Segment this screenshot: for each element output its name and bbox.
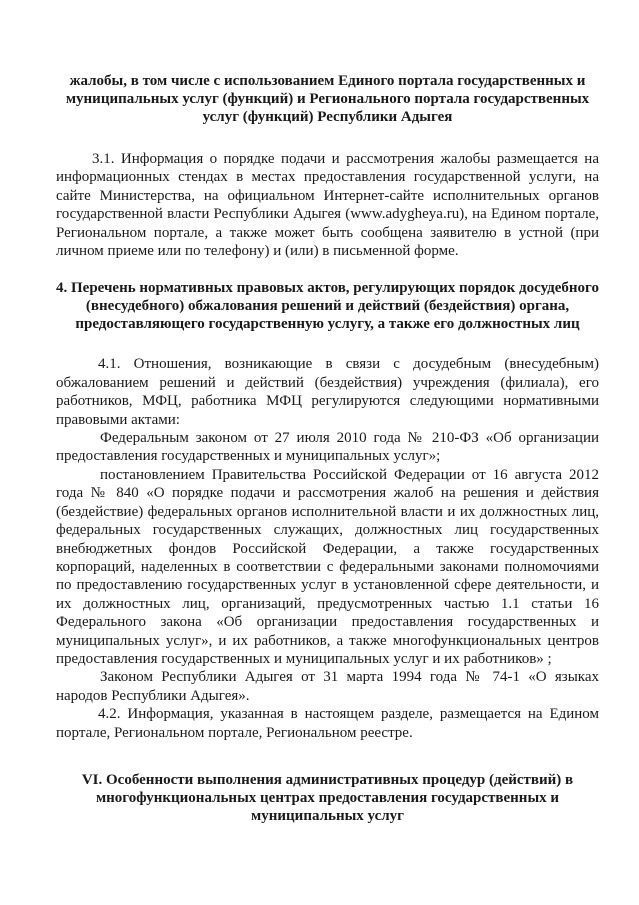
section-heading-vi: VI. Особенности выполнения административных процедур (действий) в многофункциональных центрах предоставления государственных и муниципальных услуг (81, 771, 574, 824)
paragraph-4-2: 4.2. Информация, указанная в настоящем разделе, размещается на Едином портале, Региональном портале, Региональном реестре. (56, 706, 599, 741)
list-item-law-74: Законом Республики Адыгея от 31 марта 1994 года № 74-1 «О языках народов Республики Адыгея». (56, 669, 599, 704)
section-heading-complaints: жалобы, в том числе с использованием Единого портала государственных и муниципальных услуг (функций) и Регионального портала государственных услуг (функций) Республики Адыгея (65, 73, 590, 125)
list-item-resolution-840: постановлением Правительства Российской Федерации от 16 августа 2012 года № 840 «О порядке подачи и рассмотрения жалоб на решения и действия (бездействие) федеральных органов исполнительной власти и их должностных лиц, федеральных государственных служащих, должностных лиц государственных внебюджетных фондов Российской Федерации, а также государственных корпораций, наделенных в соответствии с федеральными законами полномочиями по предоставлению государственных услуг в установленной сфере деятельности, и их должностных лиц, организаций, предусмотренных частью 1.1 статьи 16 Федерального закона «Об организации предоставления государственных и муниципальных услуг», и их работников, а также многофункциональных центров предоставления государственных и муниципальных услуг и их работников» ; (56, 466, 599, 667)
paragraph-3-1: 3.1. Информация о порядке подачи и рассмотрения жалобы размещается на информационных стендах в местах предоставления государственной услуги, на сайте Министерства, на официальном Интернет-сайте исполнительных органов государственной власти Республики Адыгея (www.adygheya.ru), на Едином портале, Региональном портале, а также может быть сообщена заявителю в устной (при личном приеме или по телефону) и (или) в письменной форме. (56, 151, 599, 260)
list-item-law-210: Федеральным законом от 27 июля 2010 года № 210-ФЗ «Об организации предоставления государственных и муниципальных услуг»; (56, 430, 599, 465)
paragraph-4-1: 4.1. Отношения, возникающие в связи с досудебным (внесудебным) обжалованием решений и действий (бездействия) учреждения (филиала), его работников, МФЦ, работника МФЦ регулируются следующими нормативными правовыми актами: (56, 356, 599, 428)
section-heading-4: 4. Перечень нормативных правовых актов, регулирующих порядок досудебного (внесудебного) обжалования решений и действий (бездействия) органа, предоставляющего государственную услугу, а также его должностных лиц (56, 280, 599, 333)
